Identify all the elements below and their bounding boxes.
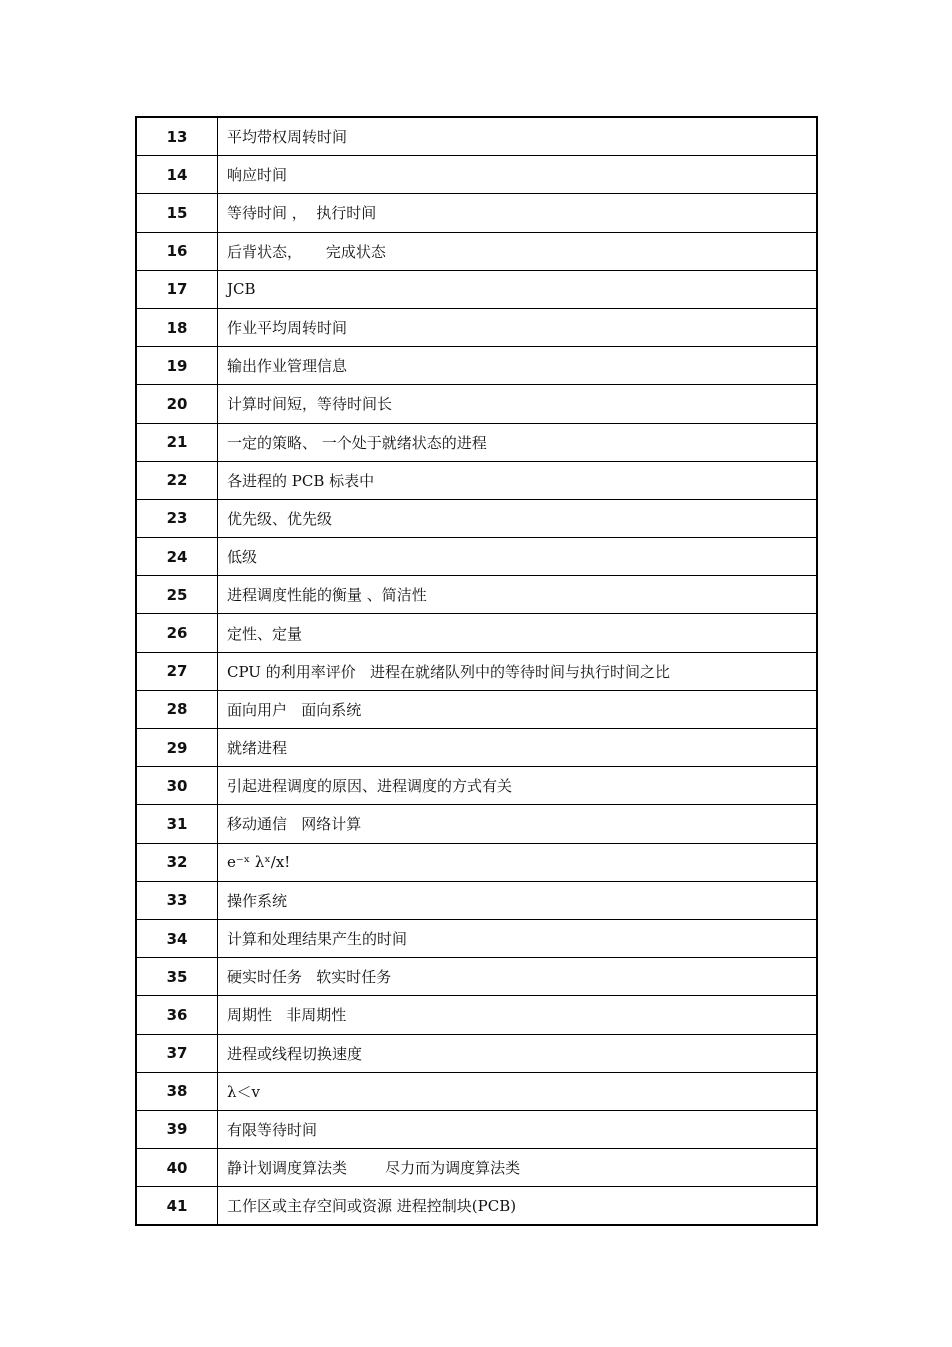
table-row [136, 423, 817, 461]
question-number: 19 [136, 347, 218, 385]
table-row [136, 729, 817, 767]
table-row [136, 347, 817, 385]
answer-text: 移动通信 网络计算 [218, 805, 818, 843]
answer-text: 硬实时任务 软实时任务 [218, 958, 818, 996]
question-number: 32 [136, 843, 218, 881]
question-number: 28 [136, 690, 218, 728]
answer-text: 等待时间 ， 执行时间 [218, 194, 818, 232]
answer-text: 工作区或主存空间或资源 进程控制块(PCB) [218, 1187, 818, 1226]
question-number: 18 [136, 308, 218, 346]
table-row [136, 958, 817, 996]
answer-text: 静计划调度算法类 尽力而为调度算法类 [218, 1149, 818, 1187]
question-number: 22 [136, 461, 218, 499]
answer-text: 周期性 非周期性 [218, 996, 818, 1034]
answer-text: 定性、定量 [218, 614, 818, 652]
table-row [136, 538, 817, 576]
question-number: 36 [136, 996, 218, 1034]
answer-text: 输出作业管理信息 [218, 347, 818, 385]
question-number: 23 [136, 499, 218, 537]
answer-text: 进程或线程切换速度 [218, 1034, 818, 1072]
question-number: 34 [136, 919, 218, 957]
table-row [136, 117, 817, 156]
question-number: 21 [136, 423, 218, 461]
question-number: 41 [136, 1187, 218, 1226]
answer-text: 进程调度性能的衡量 、简洁性 [218, 576, 818, 614]
answer-text: 后背状态， 完成状态 [218, 232, 818, 270]
question-number: 25 [136, 576, 218, 614]
question-number: 15 [136, 194, 218, 232]
table-row [136, 1072, 817, 1110]
answer-text: 计算和处理结果产生的时间 [218, 919, 818, 957]
question-number: 35 [136, 958, 218, 996]
question-number: 40 [136, 1149, 218, 1187]
answer-text: 操作系统 [218, 881, 818, 919]
question-number: 37 [136, 1034, 218, 1072]
answer-text: e⁻ˣ λˣ/x! [218, 843, 818, 881]
question-number: 26 [136, 614, 218, 652]
question-number: 33 [136, 881, 218, 919]
question-number: 20 [136, 385, 218, 423]
table-row [136, 690, 817, 728]
question-number: 13 [136, 117, 218, 156]
question-number: 38 [136, 1072, 218, 1110]
answer-table-body [136, 117, 817, 1225]
table-row [136, 270, 817, 308]
table-row [136, 499, 817, 537]
question-number: 30 [136, 767, 218, 805]
table-row [136, 614, 817, 652]
answer-text: 一定的策略、 一个处于就绪状态的进程 [218, 423, 818, 461]
answer-table [135, 116, 818, 1226]
question-number: 31 [136, 805, 218, 843]
question-number: 24 [136, 538, 218, 576]
answer-text: 各进程的 PCB 标表中 [218, 461, 818, 499]
table-row [136, 385, 817, 423]
table-row [136, 996, 817, 1034]
table-row [136, 1187, 817, 1226]
table-row [136, 461, 817, 499]
answer-text: 计算时间短，等待时间长 [218, 385, 818, 423]
answer-text: CPU 的利用率评价 进程在就绪队列中的等待时间与执行时间之比 [218, 652, 818, 690]
table-row [136, 1149, 817, 1187]
answer-text: 有限等待时间 [218, 1110, 818, 1148]
question-number: 14 [136, 156, 218, 194]
table-row [136, 1034, 817, 1072]
table-row [136, 1110, 817, 1148]
table-row [136, 881, 817, 919]
answer-text: 面向用户 面向系统 [218, 690, 818, 728]
question-number: 27 [136, 652, 218, 690]
table-row [136, 194, 817, 232]
question-number: 17 [136, 270, 218, 308]
table-row [136, 576, 817, 614]
answer-text: 优先级、优先级 [218, 499, 818, 537]
answer-text: λ＜v [218, 1072, 818, 1110]
question-number: 39 [136, 1110, 218, 1148]
table-row [136, 652, 817, 690]
table-row [136, 843, 817, 881]
answer-text: JCB [218, 270, 818, 308]
answer-text: 作业平均周转时间 [218, 308, 818, 346]
question-number: 16 [136, 232, 218, 270]
answer-text: 平均带权周转时间 [218, 117, 818, 156]
table-row [136, 767, 817, 805]
answer-text: 引起进程调度的原因、进程调度的方式有关 [218, 767, 818, 805]
question-number: 29 [136, 729, 218, 767]
answer-text: 低级 [218, 538, 818, 576]
table-row [136, 919, 817, 957]
answer-text: 响应时间 [218, 156, 818, 194]
table-row [136, 308, 817, 346]
table-row [136, 805, 817, 843]
table-row [136, 232, 817, 270]
answer-text: 就绪进程 [218, 729, 818, 767]
table-row [136, 156, 817, 194]
